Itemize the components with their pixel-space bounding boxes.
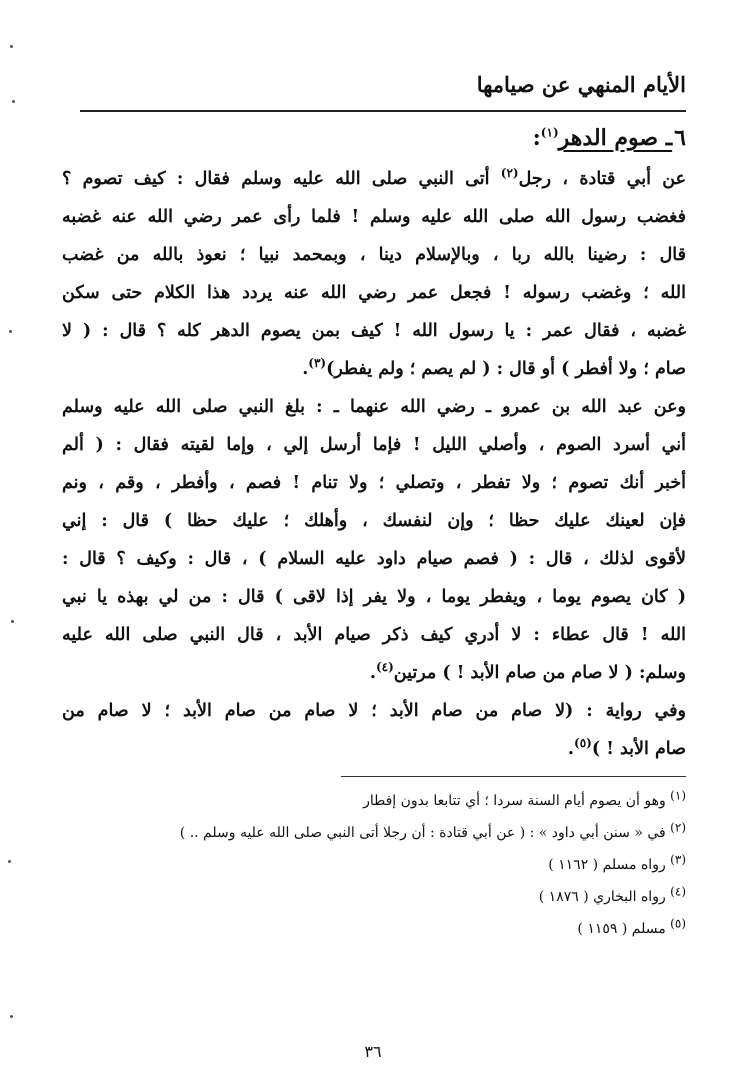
footnote-number: (٤)	[670, 884, 686, 899]
footnote: $^{(٣)}$ رواه مسلم ( ١١٦٢ )	[548, 852, 686, 873]
footnote: $^{(٤)}$ رواه البخاري ( ١٨٧٦ )	[538, 884, 686, 905]
section-title	[533, 125, 686, 151]
body-line: لأقوى لذلك ، قال : ( فصم صيام داود عليه السلام ) ، قال : وكيف ؟ قال :	[62, 549, 686, 569]
footnote: $^{(١)}$ وهو أن يصوم أيام السنة سردا ؛ أي تتابعا بدون إفطار	[363, 788, 686, 809]
body-line: صام ؛ ولا أفطر ) أو قال : ( لم يصم ؛ ولم يفطر)$^{(٣)}$.	[302, 356, 686, 379]
body-line: الله ! قال عطاء : لا أدري كيف ذكر صيام الأبد ، قال النبي صلى الله عليه	[62, 625, 686, 645]
scan-speck	[8, 860, 11, 863]
body-line: وعن عبد الله بن عمرو ـ رضي الله عنهما ـ : بلغ النبي صلى الله عليه وسلم	[62, 397, 686, 417]
body-line: غضبه ، فقال عمر : يا رسول الله ! كيف بمن يصوم الدهر كله ؟ قال : ( لا	[62, 321, 686, 341]
scan-speck	[11, 620, 14, 623]
footnote-number: (٢)	[670, 820, 686, 835]
footnote-number: (٣)	[670, 852, 686, 867]
footnote-number: (١)	[670, 788, 686, 803]
body-line: عن أبي قتادة ، رجل$^{(٢)}$ أتى النبي صلى الله عليه وسلم فقال : كيف تصوم ؟	[62, 166, 686, 189]
body-line: الله ؛ وغضب رسوله ! فجعل عمر رضي الله عنه يردد هذا الكلام حتى سكن	[62, 283, 686, 303]
footnote-ref: (٢)	[500, 166, 519, 181]
footnote-ref: (٤)	[375, 660, 394, 675]
body-line: وفي رواية : (لا صام من صام الأبد ؛ لا صام من صام الأبد ؛ لا صام من	[62, 701, 686, 721]
section-title-text: ـ صوم الدهر	[558, 125, 673, 151]
footnote: $^{(٥)}$ مسلم ( ١١٥٩ )	[577, 916, 686, 937]
scan-speck	[9, 330, 12, 333]
body-line: أني أسرد الصوم ، وأصلي الليل ! فإما أرسل إلي ، وإما لقيته فقال : ( ألم	[62, 435, 686, 455]
section-number: ٦	[674, 125, 686, 151]
body-line: صام الأبد ! )$^{(٥)}$.	[567, 736, 686, 759]
footnote-ref: (٣)	[308, 356, 327, 371]
body-line: فإن لعينك عليك حظا ؛ وإن لنفسك ، وأهلك ؛ عليك حظا ) قال : إني	[62, 511, 686, 531]
page-number: ٣٦	[364, 1042, 382, 1061]
running-header: الأيام المنهي عن صيامها	[476, 72, 686, 97]
body-line: ( كان يصوم يوما ، ويفطر يوما ، ولا يفر إذا لاقى ) قال : من لي بهذه يا نبي	[62, 587, 686, 607]
footnote-number: (٥)	[670, 916, 686, 931]
header-rule	[80, 110, 686, 112]
scan-speck	[12, 100, 15, 103]
footnote: $^{(٢)}$ في « سنن أبي داود » : ( عن أبي قتادة : أن رجلا أتى النبي صلى الله عليه وسلم .. )	[179, 820, 686, 841]
scan-speck	[10, 45, 13, 48]
footnote-ref: (١)	[540, 125, 559, 140]
body-line: فغضب رسول الله صلى الله عليه وسلم ! فلما رأى عمر رضي الله عنه غضبه	[62, 207, 686, 227]
body-line: قال : رضينا بالله ربا ، وبالإسلام دينا ، وبمحمد نبيا ؛ نعوذ بالله من غضب	[62, 245, 686, 265]
section-colon: :	[532, 125, 541, 151]
body-line: وسلم: ( لا صام من صام الأبد ! ) مرتين$^{(٤)}$.	[369, 660, 686, 683]
footnote-ref: (٥)	[574, 736, 592, 751]
footnote-rule	[341, 776, 686, 777]
scan-speck	[10, 1015, 13, 1018]
body-line: أخبر أنك تصوم ؛ ولا تفطر ، وتصلي ؛ ولا تنام ! فصم ، وأفطر ، وقم ، ونم	[62, 473, 686, 493]
